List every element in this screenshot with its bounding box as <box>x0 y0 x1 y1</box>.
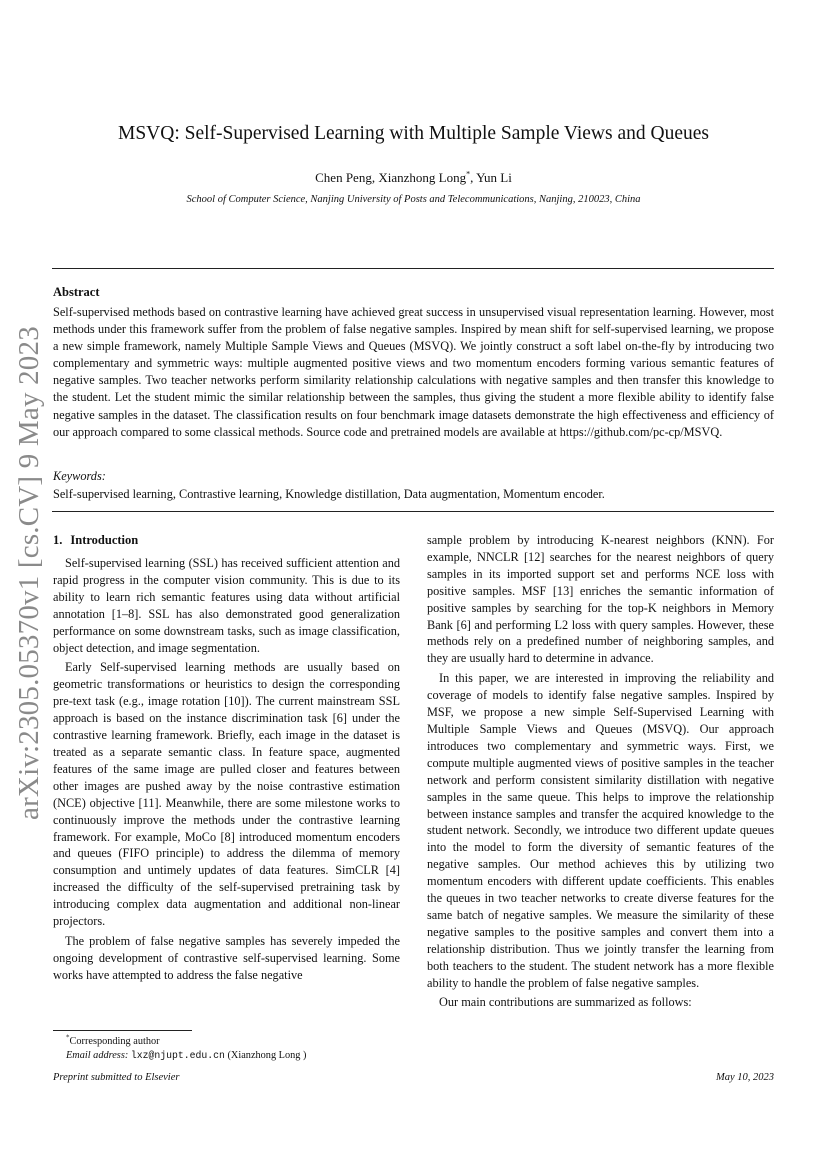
paragraph: Self-supervised learning (SSL) has received sufficient attention and rapid progress in the computer vision community. This is due to its ability to learn rich semantic features using data without artificial annotation [1–8]. SSL has also demonstrated good generalization performance on some downstream tasks, such as image classification, object detection, and image segmentation. <box>53 556 400 655</box>
email-label: Email address: <box>66 1050 129 1061</box>
email-owner: (Xianzhong Long ) <box>227 1050 307 1061</box>
right-column <box>427 532 774 1011</box>
email-address: lxz@njupt.edu.cn <box>130 1050 225 1061</box>
footnote-rule <box>53 1030 192 1031</box>
left-column <box>53 532 400 984</box>
paragraph: sample problem by introducing K-nearest neighbors (KNN). For example, NNCLR [12] searches for the nearest neighbors of query samples in its imported support set and performs NCE loss with positive samples. MSF [13] enriches the semantic information of positive samples by searching for the top-K neighbors in Memory Bank [6] and performing L2 loss with query samples. However, these methods rely on a predefined number of neighboring samples, and they are usually hard to determine in advance. <box>427 533 774 666</box>
paragraph: Early Self-supervised learning methods are usually based on geometric transformations or heuristics to design the corresponding pre-text task (e.g., image rotation [10]). The current mainstream SSL approach is based on the instance discrimination task [6] under the contrastive learning framework. Briefly, each image in the dataset is treated as a separate semantic class. In feature space, augmented features of the same image are pulled closer and features between other images are pushed away by the noise contrastive estimation (NCE) objective [11]. Meanwhile, there are some milestone works to continuously improve the methods under the contrastive learning framework. For example, MoCo [8] introduced momentum encoders and queues (FIFO principle) to address the dilemma of memory consumption and untimely updates of data features. SimCLR [4] increased the difficulty of the self-supervised pretraining task by introducing complex data augmentation and additional non-linear projectors. <box>53 660 400 929</box>
section-number: 1. <box>53 533 63 547</box>
arxiv-identifier-stamp: arXiv:2305.05370v1 [cs.CV] 9 May 2023 <box>13 326 45 820</box>
section-title: Introduction <box>70 533 139 547</box>
paper-title: MSVQ: Self-Supervised Learning with Multiple Sample Views and Queues <box>118 123 709 144</box>
authors-rest: , Yun Li <box>470 170 512 185</box>
footer-submission-note: Preprint submitted to Elsevier <box>53 1072 180 1083</box>
authors-first: Chen Peng, Xianzhong Long <box>315 170 467 185</box>
footnote-corresponding <box>66 1035 160 1048</box>
paragraph: In this paper, we are interested in improving the reliability and coverage of models to identify false negative samples. Inspired by MSF, we propose a new simple Self-Supervised Learning with Multiple Sample Views and Queues (MSVQ). Our approach introduces two complementary and symmetric ways. First, we compute multiple augmented views of positive samples in the teacher network and perform consistent similarity distillation with negative samples in the same queue. This helps to improve the relationship between instance samples and transfer the acquired knowledge to the student network. Secondly, we introduce two different update queues into the model to form the diversity of semantic features of the negative samples. Our method achieves this by utilizing two momentum encoders with different update coefficients. This enables the queues in two teacher networks to create diverse features for the same batch of negative samples. We measure the similarity of these negative samples to the positive samples and convert them into a relationship distribution. Thus we jointly transfer the learning from both teachers to the student. The student network has a more flexible ability to handle the problem of false negative samples. <box>427 671 774 990</box>
footer-date: May 10, 2023 <box>715 1072 774 1083</box>
footnote-mark: * <box>66 1033 70 1042</box>
footnote-text: Corresponding author <box>69 1036 160 1047</box>
paragraph: Our main contributions are summarized as follows: <box>439 995 692 1010</box>
author-list <box>0 170 827 186</box>
keywords-heading: Keywords: <box>53 469 106 483</box>
abstract-top-rule <box>52 268 774 269</box>
corresponding-author-mark: * <box>466 169 471 179</box>
abstract-heading: Abstract <box>53 285 100 299</box>
paragraph: The problem of false negative samples has severely impeded the ongoing development of contrastive self-supervised learning. Some works have attempted to address the false negative <box>53 933 400 982</box>
author-affiliation: School of Computer Science, Nanjing University of Posts and Telecommunications, Nanjing, 210023, China <box>186 194 641 205</box>
footnote-email <box>66 1049 306 1062</box>
abstract-body: Self-supervised methods based on contrastive learning have achieved great success in unsupervised visual representation learning. However, most methods under this framework suffer from the problem of false negative samples. Inspired by mean shift for self-supervised learning, we propose a new simple framework, namely Multiple Sample Views and Queues (MSVQ). We jointly construct a soft label on-the-fly by introducing two complementary and symmetric ways: multiple augmented positive views and two momentum encoders forming various semantic features of negative samples. Two teacher networks perform similarity relationship calculations with negative samples and then transfer this knowledge to the student. Let the student mimic the similar relationship between the samples, thus giving the student a more flexible ability to identify false negative samples in the dataset. The classification results on four benchmark image datasets demonstrate the high effectiveness and efficiency of our approach compared to some classical methods. Source code and pretrained models are available at https://github.com/pc-cp/MSVQ. <box>53 305 774 439</box>
keywords-list: Self-supervised learning, Contrastive learning, Knowledge distillation, Data augmentation, Momentum encoder. <box>53 487 605 501</box>
abstract-bottom-rule <box>52 511 774 512</box>
section-heading-introduction <box>53 532 400 548</box>
